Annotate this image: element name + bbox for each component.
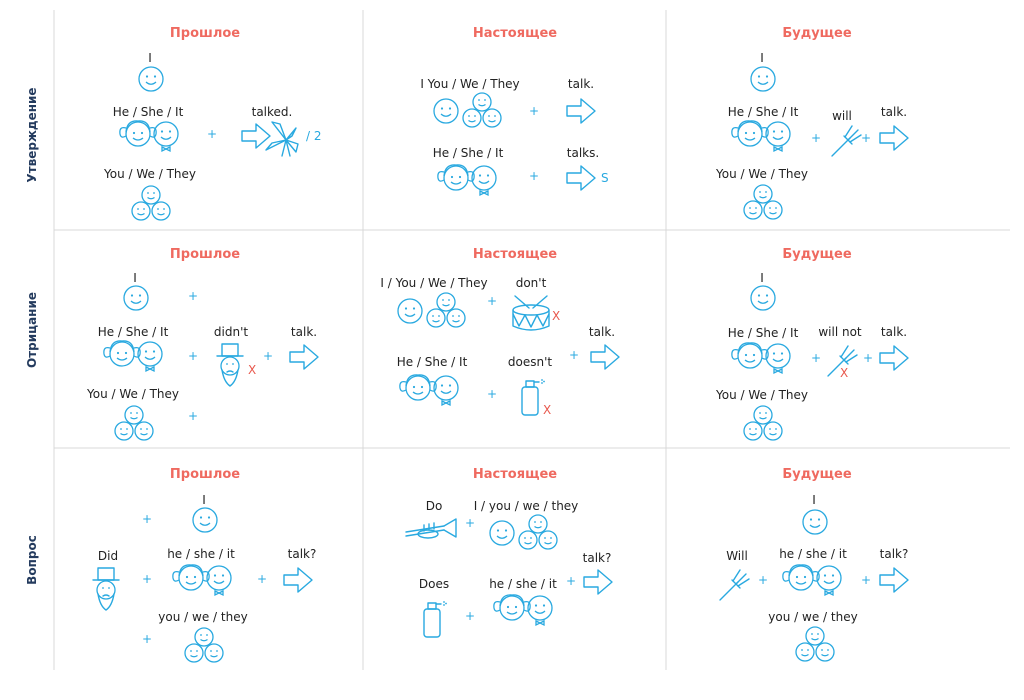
tense-header: Прошлое <box>169 467 241 482</box>
arrow-right-icon <box>880 346 908 370</box>
arrow-right-icon <box>584 570 612 594</box>
arrow-right-icon <box>284 568 312 592</box>
verb-label: talks. <box>566 146 600 160</box>
fork-icon <box>720 570 749 600</box>
trumpet-icon <box>406 519 456 538</box>
plus-sign: + <box>528 104 540 118</box>
trio-faces-icon <box>519 515 557 549</box>
tense-header: Настоящее <box>472 26 558 41</box>
smiley-face-icon <box>398 299 422 323</box>
fork-icon <box>832 126 861 156</box>
subject-label: You / We / They <box>716 388 808 402</box>
aux-label: Will <box>726 549 748 563</box>
tense-header: Будущее <box>782 26 852 41</box>
plus-sign: + <box>810 131 822 145</box>
pair-faces-icon <box>783 565 841 595</box>
plus-sign: + <box>141 572 153 586</box>
subject-label: He / She / It <box>727 105 799 119</box>
row-label-negative: Отрицание <box>25 292 39 368</box>
cross-mark: X <box>248 363 257 377</box>
tense-header: Настоящее <box>472 467 558 482</box>
plus-sign: + <box>860 573 872 587</box>
trio-faces-icon <box>115 406 153 440</box>
arrow-right-icon <box>567 166 595 190</box>
verb-label: talked. <box>251 105 293 119</box>
subject-label: I <box>148 51 152 65</box>
spray-bottle-icon <box>522 379 545 415</box>
drum-icon <box>513 296 549 330</box>
subject-label: I / You / We / They <box>380 276 488 290</box>
subject-label: I <box>202 493 206 507</box>
subject-label: He / She / It <box>396 355 468 369</box>
plus-sign: + <box>568 348 580 362</box>
smiley-face-icon <box>124 286 148 310</box>
plus-sign: + <box>187 409 199 423</box>
plus-sign: + <box>206 127 218 141</box>
aux-label: Do <box>425 499 443 513</box>
aux-label: don't <box>515 276 547 290</box>
cell-negative-present <box>380 247 619 417</box>
aux-label: Does <box>418 577 450 591</box>
verb-label: talk. <box>290 325 318 339</box>
tense-header: Будущее <box>782 467 852 482</box>
plus-sign: + <box>860 131 872 145</box>
tense-header: Прошлое <box>169 247 241 262</box>
cell-negative-future <box>715 247 908 440</box>
pair-faces-icon <box>173 565 231 595</box>
subject-label: I <box>812 493 816 507</box>
top-hat-man-icon <box>93 568 119 610</box>
aux-label: will not <box>818 325 862 339</box>
trio-faces-icon <box>744 185 782 219</box>
subject-label: You / We / They <box>716 167 808 181</box>
windmill-icon <box>266 122 298 156</box>
subject-label: I <box>760 271 764 285</box>
trio-faces-icon <box>796 627 834 661</box>
subject-label: He / She / It <box>97 325 169 339</box>
verb-label: talk? <box>879 547 909 561</box>
verb-label: talk? <box>582 551 612 565</box>
pair-faces-icon <box>732 343 790 373</box>
spray-bottle-icon <box>424 601 447 637</box>
aux-label: didn't <box>213 325 249 339</box>
tense-header: Прошлое <box>169 26 241 41</box>
plus-sign: + <box>810 351 822 365</box>
past-suffix: / 2 <box>306 129 322 143</box>
subject-label: you / we / they <box>768 610 858 624</box>
plus-sign: + <box>528 169 540 183</box>
smiley-face-icon <box>434 99 458 123</box>
trio-faces-icon <box>132 186 170 220</box>
verb-label: talk. <box>588 325 616 339</box>
plus-sign: + <box>187 349 199 363</box>
pair-faces-icon <box>732 121 790 151</box>
row-label-affirmative: Утверждение <box>25 87 39 183</box>
subject-label: I <box>133 271 137 285</box>
cell-affirmative-future <box>715 26 908 219</box>
top-hat-man-icon <box>217 344 243 386</box>
smiley-face-icon <box>803 510 827 534</box>
subject-label: he / she / it <box>779 547 847 561</box>
pair-faces-icon <box>400 375 458 405</box>
subject-label: you / we / they <box>158 610 248 624</box>
cell-question-future <box>720 467 908 661</box>
pair-faces-icon <box>494 595 552 625</box>
cell-question-past <box>93 467 316 662</box>
plus-sign: + <box>256 572 268 586</box>
cross-mark: X <box>840 366 849 380</box>
pair-faces-icon <box>104 341 162 371</box>
plus-sign: + <box>862 351 874 365</box>
trio-faces-icon <box>744 406 782 440</box>
smiley-face-icon <box>490 521 514 545</box>
subject-label: He / She / It <box>112 105 184 119</box>
subject-label: You / We / They <box>87 387 179 401</box>
verb-label: talk? <box>287 547 317 561</box>
subject-label: He / She / It <box>727 326 799 340</box>
s-suffix: S <box>601 171 609 185</box>
cell-negative-past <box>86 247 318 440</box>
tense-header: Будущее <box>782 247 852 262</box>
smiley-face-icon <box>751 286 775 310</box>
plus-sign: + <box>141 632 153 646</box>
arrow-right-icon <box>290 345 318 369</box>
plus-sign: + <box>464 609 476 623</box>
cell-affirmative-past <box>103 26 322 220</box>
trio-faces-icon <box>427 293 465 327</box>
subject-label: I You / We / They <box>420 77 520 91</box>
plus-sign: + <box>141 512 153 526</box>
verb-label: talk. <box>880 105 908 119</box>
plus-sign: + <box>486 294 498 308</box>
row-label-question: Вопрос <box>25 535 39 585</box>
plus-sign: + <box>187 289 199 303</box>
aux-label: Did <box>97 549 119 563</box>
subject-label: he / she / it <box>489 577 557 591</box>
smiley-face-icon <box>751 67 775 91</box>
plus-sign: + <box>486 387 498 401</box>
verb-label: talk. <box>880 325 908 339</box>
cross-mark: X <box>543 403 552 417</box>
arrow-right-icon <box>591 345 619 369</box>
pair-faces-icon <box>120 121 178 151</box>
pair-faces-icon <box>438 165 496 195</box>
aux-label: will <box>832 109 852 123</box>
aux-label: doesn't <box>507 355 553 369</box>
cross-mark: X <box>552 309 561 323</box>
arrow-right-icon <box>567 99 595 123</box>
plus-sign: + <box>464 516 476 530</box>
smiley-face-icon <box>193 508 217 532</box>
plus-sign: + <box>262 349 274 363</box>
subject-label: You / We / They <box>104 167 196 181</box>
verb-label: talk. <box>567 77 595 91</box>
plus-sign: + <box>565 574 577 588</box>
tense-header: Настоящее <box>472 247 558 262</box>
subject-label: He / She / It <box>432 146 504 160</box>
subject-label: I / you / we / they <box>473 499 579 513</box>
plus-sign: + <box>757 573 769 587</box>
smiley-face-icon <box>139 67 163 91</box>
arrow-right-icon <box>242 124 270 148</box>
subject-label: I <box>760 51 764 65</box>
trio-faces-icon <box>185 628 223 662</box>
trio-faces-icon <box>463 93 501 127</box>
subject-label: he / she / it <box>167 547 235 561</box>
arrow-right-icon <box>880 126 908 150</box>
cell-question-present <box>406 467 612 637</box>
cell-affirmative-present <box>420 26 608 195</box>
arrow-right-icon <box>880 568 908 592</box>
